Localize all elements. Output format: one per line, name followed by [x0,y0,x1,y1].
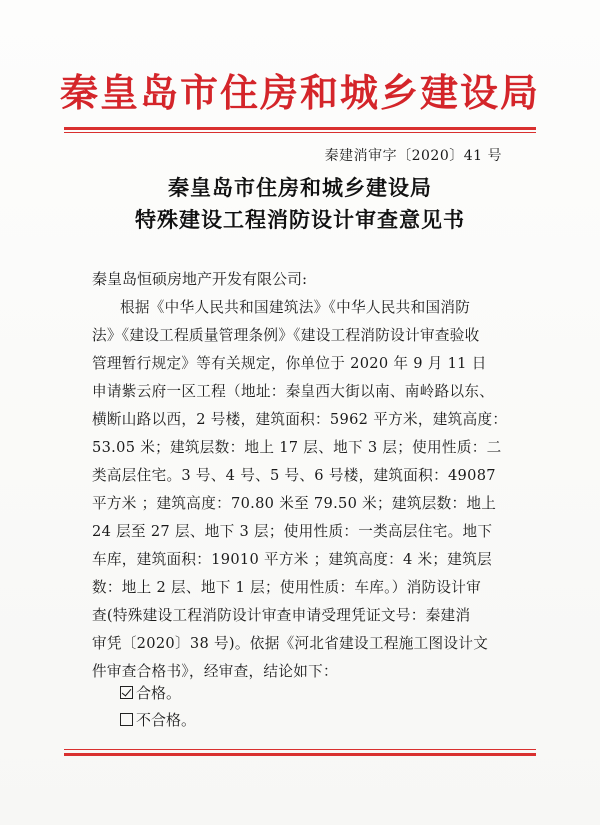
body-line: 查(特殊建设工程消防设计审查申请受理凭证文号：秦建消 [92,607,471,624]
recipient: 秦皇岛恒硕房地产开发有限公司: [92,270,308,288]
option-fail-label: 不合格。 [136,711,197,729]
body-line: 平方米 ；建筑高度：70.80 米至 79.50 米；建筑层数：地上 [92,495,497,512]
option-pass [120,682,181,703]
letterhead-rule-thick [64,127,536,130]
body-line: 类高层住宅。3 号、4 号、5 号、6 号楼，建筑面积：49087 [92,467,496,484]
body-line: 管理暂行规定》等有关规定，你单位于 2020 年 9 月 11 日 [92,355,487,372]
document-number: 秦建消审字〔2020〕41 号 [324,148,502,164]
letterhead-title: 秦皇岛市住房和城乡建设局 [59,70,540,115]
body-line: 申请紫云府一区工程（地址：秦皇西大街以南、南岭路以东、 [92,383,495,400]
body-line: 24 层至 27 层、地下 3 层；使用性质：一类高层住宅。地下 [92,523,493,540]
body-line: 横断山路以西，2 号楼，建筑面积：5962 平方米，建筑高度： [92,411,508,428]
document-title-line1: 秦皇岛市住房和城乡建设局 [168,175,432,200]
body-line: 53.05 米；建筑层数：地上 17 层、地下 3 层；使用性质：二 [92,439,502,456]
body-line: 审凭〔2020〕38 号)。依据《河北省建设工程施工图设计文 [92,635,489,652]
footer-rule-thin [64,749,536,750]
footer-rule-thick [64,753,536,756]
option-fail [120,709,196,730]
body-line: 法》《建设工程质量管理条例》《建设工程消防设计审查验收 [92,327,480,344]
body-line: 根据《中华人民共和国建筑法》《中华人民共和国消防 [120,299,471,316]
body-line: 数：地上 2 层、地下 1 层；使用性质：车库。）消防设计审 [92,579,482,596]
unchecked-box-icon [120,713,133,726]
letterhead-rule-thin [64,132,536,133]
body-line: 车库，建筑面积：19010 平方米 ；建筑高度：4 米；建筑层 [92,551,492,568]
document-title-line2: 特殊建设工程消防设计审查意见书 [135,207,465,232]
checked-box-icon [120,686,133,699]
option-pass-label: 合格。 [136,684,182,702]
body-line: 件审查合格书》，经审查，结论如下： [92,663,338,680]
